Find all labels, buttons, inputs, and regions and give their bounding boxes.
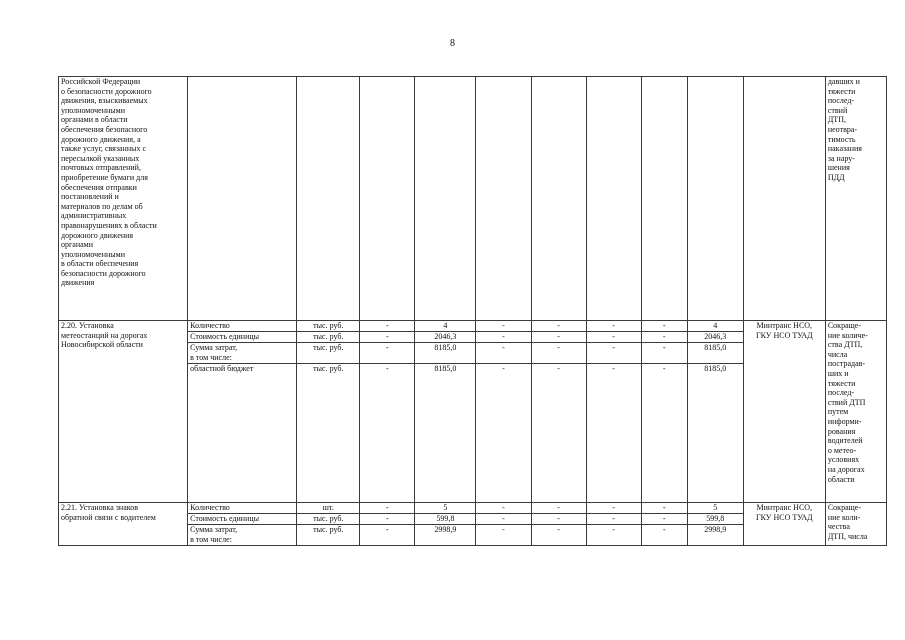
expected-result-line: ДТП, числа	[827, 531, 868, 541]
value: 8185,0	[434, 364, 457, 373]
value-cell	[476, 332, 531, 343]
expected-result-line: Сокраще-	[827, 321, 861, 330]
activity-name-line: уполномоченными	[61, 249, 126, 259]
unit-label: тыс. руб.	[313, 332, 344, 341]
value-cell	[531, 503, 586, 514]
activity-name-cell	[59, 503, 188, 546]
expected-result-line: давших и	[827, 77, 860, 86]
activity-name-line: органами	[61, 240, 94, 250]
value: -	[386, 343, 389, 352]
value-cell	[687, 364, 743, 503]
unit-label: тыс. руб.	[313, 514, 344, 523]
value: -	[557, 343, 560, 352]
executor-line: Минтранс НСО,	[756, 321, 813, 330]
value-cell	[415, 332, 476, 343]
activity-name-line: 2.20. Установка	[61, 321, 114, 330]
value-cell	[360, 514, 415, 525]
value-cell	[415, 343, 476, 364]
activity-name-line: постановлений и	[61, 192, 119, 202]
value: 2998,9	[434, 525, 457, 534]
value-cell	[476, 321, 531, 332]
value: -	[386, 503, 389, 512]
expected-result-line: ствий	[827, 105, 848, 115]
expected-result-line: рования	[827, 426, 856, 436]
unit-label: тыс. руб.	[313, 343, 344, 352]
value-cell	[531, 525, 586, 546]
expected-result-line: ства ДТП,	[827, 340, 863, 350]
unit-cell	[297, 503, 360, 514]
value-cell	[586, 503, 641, 514]
value-cell	[531, 332, 586, 343]
expected-result-line: ДТП,	[827, 115, 846, 125]
expected-result-line: пострадав-	[827, 359, 866, 369]
indicator-cell	[188, 514, 297, 525]
expected-result-line: Сокраще-	[827, 503, 861, 512]
activity-name-line: обеспечения отправки	[61, 182, 137, 192]
program-activities-table	[58, 76, 887, 546]
value: -	[386, 364, 389, 373]
indicator-line: Сумма затрат,	[190, 525, 238, 534]
value-cell	[360, 332, 415, 343]
activity-name-line: материалов по делам об	[61, 201, 143, 211]
empty-cell	[687, 77, 743, 321]
activity-name-line: дорожного движения	[61, 230, 134, 240]
indicator-line: в том числе:	[190, 352, 232, 362]
activity-name-line: Российской Федерации	[61, 77, 141, 86]
value: -	[557, 332, 560, 341]
empty-cell	[476, 77, 531, 321]
value-cell	[641, 332, 687, 343]
table-row	[59, 321, 887, 332]
table-row	[59, 503, 887, 514]
indicator-cell	[188, 364, 297, 503]
activity-name-line: дорожного движения, а	[61, 134, 141, 144]
value-cell	[476, 503, 531, 514]
value: -	[557, 321, 560, 330]
indicator-cell	[188, 332, 297, 343]
value: -	[557, 364, 560, 373]
expected-result-line: шения	[827, 163, 850, 173]
value: -	[557, 525, 560, 534]
value: -	[386, 321, 389, 330]
value: -	[386, 332, 389, 341]
value-cell	[687, 321, 743, 332]
value-cell	[586, 343, 641, 364]
executor-line: Минтранс НСО,	[756, 503, 813, 512]
value-cell	[415, 503, 476, 514]
indicator-line: Стоимость единицы	[190, 332, 260, 341]
activity-name-line: правонарушениях в области	[61, 220, 157, 230]
value: 8185,0	[704, 343, 727, 352]
value: 4	[713, 321, 718, 330]
value-cell	[641, 514, 687, 525]
value-cell	[641, 525, 687, 546]
value: 2046,3	[434, 332, 457, 341]
indicator-line: Количество	[190, 503, 230, 512]
expected-result-line: ших и	[827, 368, 849, 378]
expected-result-cell	[825, 77, 886, 321]
value: -	[612, 332, 615, 341]
expected-result-cell	[825, 321, 886, 503]
unit-label: тыс. руб.	[313, 364, 344, 373]
activity-name-line: метеостанций на дорогах	[61, 330, 148, 340]
value-cell	[360, 343, 415, 364]
value-cell	[531, 514, 586, 525]
value: -	[612, 514, 615, 523]
value-cell	[586, 525, 641, 546]
expected-result-line: тяжести	[827, 86, 856, 96]
value: 8185,0	[434, 343, 457, 352]
value-cell	[360, 364, 415, 503]
activity-name-line: в области обеспечения	[61, 259, 139, 269]
activity-name-line: обратной связи с водителем	[61, 512, 156, 522]
value-cell	[641, 364, 687, 503]
expected-result-line: наказания	[827, 144, 862, 154]
table-row	[59, 77, 887, 321]
value: -	[612, 364, 615, 373]
indicator-cell	[188, 503, 297, 514]
expected-result-line: на дорогах	[827, 464, 865, 474]
value: -	[502, 321, 505, 330]
value: 8185,0	[704, 364, 727, 373]
value-cell	[687, 514, 743, 525]
value: -	[662, 321, 666, 330]
unit-label: тыс. руб.	[313, 525, 344, 534]
activity-name-line: движения	[61, 278, 95, 288]
indicator-line: Стоимость единицы	[190, 514, 260, 523]
activity-name-line: Новосибирской области	[61, 340, 143, 350]
activity-name-line: органами в области	[61, 115, 128, 125]
value: -	[612, 525, 615, 534]
activity-name-line: административных	[61, 211, 127, 221]
value: 2998,9	[704, 525, 727, 534]
expected-result-line: путем	[827, 407, 849, 417]
value-cell	[687, 343, 743, 364]
value-cell	[641, 321, 687, 332]
activity-name-line: о безопасности дорожного	[61, 86, 152, 96]
expected-result-line: послед-	[827, 96, 855, 106]
expected-result-line: тимость	[827, 134, 856, 144]
activity-name-line: почтовых отправлений,	[61, 163, 141, 173]
indicator-line: областной бюджет	[190, 364, 254, 373]
value-cell	[476, 514, 531, 525]
empty-cell	[641, 77, 687, 321]
activity-name-line: также услуг, связанных с	[61, 144, 147, 154]
value: -	[557, 503, 560, 512]
value: -	[662, 343, 666, 352]
empty-cell	[297, 77, 360, 321]
expected-result-line: ПДД	[827, 172, 845, 182]
value: -	[662, 503, 666, 512]
value-cell	[586, 332, 641, 343]
value: 5	[443, 503, 448, 512]
value-cell	[476, 364, 531, 503]
empty-cell	[415, 77, 476, 321]
value-cell	[586, 321, 641, 332]
unit-cell	[297, 321, 360, 332]
value: -	[502, 332, 505, 341]
value: 5	[713, 503, 718, 512]
executor-line: ГКУ НСО ТУАД	[755, 512, 813, 522]
value-cell	[360, 321, 415, 332]
expected-result-line: водителей	[827, 436, 863, 446]
executor-cell	[743, 503, 825, 546]
value: -	[502, 364, 505, 373]
activity-name-line: 2.21. Установка знаков	[61, 503, 139, 512]
page-number: 8	[450, 38, 455, 49]
value-cell	[476, 525, 531, 546]
unit-label: тыс. руб.	[313, 321, 344, 330]
value-cell	[586, 514, 641, 525]
unit-cell	[297, 514, 360, 525]
value-cell	[415, 514, 476, 525]
value: -	[612, 343, 615, 352]
activity-name-line: движения, взыскиваемых	[61, 96, 148, 106]
indicator-cell	[188, 321, 297, 332]
value: 599,8	[436, 514, 455, 523]
value-cell	[360, 525, 415, 546]
expected-result-line: послед-	[827, 388, 855, 398]
value: 599,8	[706, 514, 725, 523]
value: -	[502, 514, 505, 523]
unit-cell	[297, 364, 360, 503]
expected-result-line: области	[827, 474, 855, 484]
expected-result-line: ние количе-	[827, 330, 868, 340]
expected-result-line: неотвра-	[827, 124, 858, 134]
value-cell	[687, 525, 743, 546]
value: 4	[443, 321, 448, 330]
empty-cell	[586, 77, 641, 321]
unit-cell	[297, 343, 360, 364]
value-cell	[415, 364, 476, 503]
value: -	[662, 514, 666, 523]
activity-name-line: пересылкой указанных	[61, 153, 140, 163]
unit-label: шт.	[322, 503, 334, 512]
unit-cell	[297, 525, 360, 546]
value-cell	[360, 503, 415, 514]
value-cell	[531, 343, 586, 364]
unit-cell	[297, 332, 360, 343]
empty-cell	[531, 77, 586, 321]
value: -	[612, 321, 615, 330]
value-cell	[586, 364, 641, 503]
indicator-line: Сумма затрат,	[190, 343, 238, 352]
value-cell	[531, 364, 586, 503]
activity-name-cell	[59, 77, 188, 321]
indicator-line: в том числе:	[190, 534, 232, 544]
expected-result-cell	[825, 503, 886, 546]
expected-result-line: тяжести	[827, 378, 856, 388]
expected-result-line: чества	[827, 522, 850, 532]
value: -	[612, 503, 615, 512]
indicator-cell	[188, 343, 297, 364]
activity-name-line: уполномоченными	[61, 105, 126, 115]
value: -	[386, 525, 389, 534]
executor-cell	[743, 321, 825, 503]
value: -	[557, 514, 560, 523]
activity-name-line: безопасности дорожного	[61, 268, 146, 278]
expected-result-line: условиях	[827, 455, 860, 465]
empty-cell	[743, 77, 825, 321]
empty-cell	[360, 77, 415, 321]
activity-name-cell	[59, 321, 188, 503]
value-cell	[476, 343, 531, 364]
activity-name-line: обеспечения безопасного	[61, 124, 148, 134]
value: -	[502, 525, 505, 534]
expected-result-line: о метео-	[827, 445, 857, 455]
value-cell	[687, 332, 743, 343]
value-cell	[641, 503, 687, 514]
value: -	[502, 503, 505, 512]
value-cell	[641, 343, 687, 364]
value-cell	[687, 503, 743, 514]
expected-result-line: ствий ДТП	[827, 397, 866, 407]
value-cell	[415, 321, 476, 332]
expected-result-line: информи-	[827, 416, 862, 426]
empty-cell	[188, 77, 297, 321]
value: -	[386, 514, 389, 523]
value: -	[662, 525, 666, 534]
expected-result-line: числа	[827, 349, 848, 359]
value: 2046,3	[704, 332, 727, 341]
indicator-cell	[188, 525, 297, 546]
value-cell	[415, 525, 476, 546]
activity-name-line: приобретение бумаги для	[61, 172, 148, 182]
value: -	[662, 364, 666, 373]
value: -	[662, 332, 666, 341]
executor-line: ГКУ НСО ТУАД	[755, 330, 813, 340]
value: -	[502, 343, 505, 352]
indicator-line: Количество	[190, 321, 230, 330]
expected-result-line: за нару-	[827, 153, 855, 163]
value-cell	[531, 321, 586, 332]
expected-result-line: ние коли-	[827, 512, 861, 522]
